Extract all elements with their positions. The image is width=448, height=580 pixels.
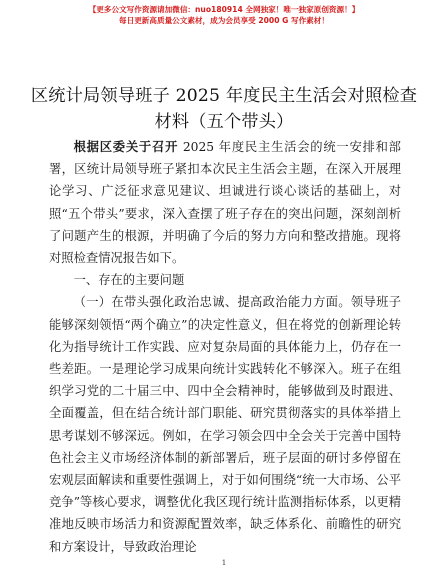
intro-paragraph <box>49 136 401 269</box>
section-1-paragraph-1: （一）在带头强化政治忠诚、提高政治能力方面。领导班子能够深刻领悟“两个确立”的决定性意义，但在将党的创新理论转化为指导统计工作实践、应对复杂局面的具体能力上，仍存在一些差距。一是理论学习成果向统计实践转化不够深入。班子在组织学习党的二十届三中、四中全会精神时，能够做到及时跟进、全面覆盖，但在结合统计部门职能、研究贯彻落实的具体举措上思考谋划不够深远。例如，在学习领会四中全会关于完善中国特色社会主义市场经济体制的新部署后，班子层面的研讨多停留在宏观层面解读和重要性强调上，对于如何围绕“统一大市场、公平竞争”等核心要求，调整优化我区现行统计监测指标体系，以更精准地反映市场活力和资源配置效率，缺乏体系化、前瞻性的研究和方案设计，导致政治理论 <box>49 295 401 554</box>
section-heading-problems: 一、存在的主要问题 <box>73 273 185 288</box>
intro-paragraph-text: 2025 年度民主生活会的统一安排和部署，区统计局领导班子紧扣本次民主生活会主题，在深入开展理论学习、广泛征求意见建议、坦诚进行谈心谈话的基础上，对照“五个带头”要求，深入查摆了班子存在的突出问题，深刻剖析了问题产生的根源，并明确了今后的努力方向和整改措施。现将对照检查情况报告如下。 <box>49 140 401 266</box>
document-title: 区统计局领导班子 2025 年度民主生活会对照检查材料（五个带头） <box>30 86 418 132</box>
promo-banner-line-2: 每日更新高质量公文素材，成为会员享受 2000 G 写作素材！ <box>119 16 329 25</box>
promo-banner <box>0 4 448 26</box>
document-body <box>49 136 401 558</box>
intro-lead-bold: 根据区委关于召开 <box>73 139 179 154</box>
page-number: 1 <box>221 558 227 567</box>
promo-banner-line-1: 【更多公文写作资源请加微信：nuo180914 全网独家！唯一独家原创资源！】 <box>88 5 360 14</box>
